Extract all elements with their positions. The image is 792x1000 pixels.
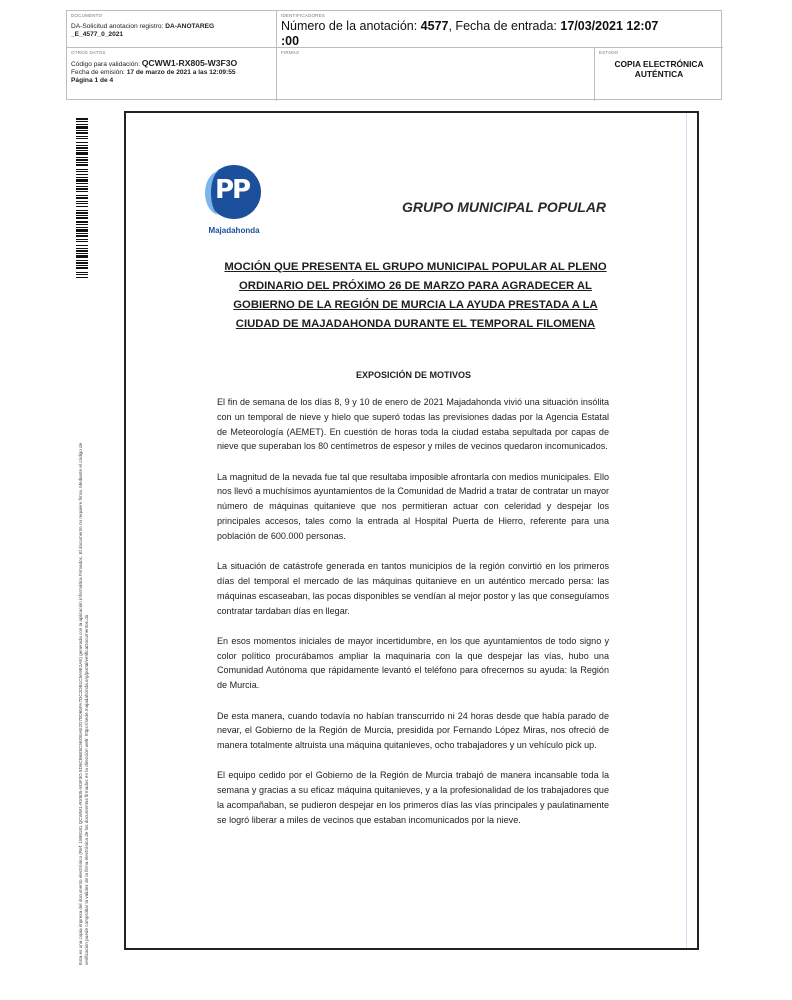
estado-cell: [595, 48, 723, 101]
fecha-label: , Fecha de entrada:: [448, 19, 561, 33]
fecha-value-cont: :00: [281, 34, 300, 48]
estado-value: [599, 59, 719, 79]
emision-label: Fecha de emisión:: [71, 69, 127, 76]
emision-value: 17 de marzo de 2021 a las 12:09:55: [126, 69, 236, 76]
estado-line2: AUTÉNTICA: [634, 69, 684, 79]
firmas-cell: [277, 48, 595, 101]
identificadores-cell: [277, 11, 723, 48]
estado-caption: ESTADO: [599, 50, 619, 55]
verification-line-1: Esta es una copia impresa del documento electrónico (Ref: 1898181 QCWW1-RX805-W3F3O 8D9CB6E8C5EDEAE2D70D65FA7DC2DB1C8A9E2AE) generada con la aplicación informática Firmadoc. El documento no requiere firma. Mediante el código de: [78, 442, 83, 965]
codigo-validacion: QCWW1-RX805-W3F3O: [141, 58, 238, 68]
otros-datos-value: [71, 59, 272, 85]
paragraph: La situación de catástrofe generada en tantos municipios de la región convirtió en los primeros días del temporal el mercado de las máquinas quitanieve en un auténtico mercado persa: las máquinas escaseaban, las pocas disponibles se vendían al mejor postor y las que conseguíamos contratar tardaban días en llegar.: [217, 561, 609, 616]
motion-title-line-1: MOCIÓN QUE PRESENTA EL GRUPO MUNICIPAL POPULAR AL PLENO: [224, 261, 607, 273]
paragraph: En esos momentos iniciales de mayor incertidumbre, en los que ayuntamientos de todo signo y color político procurábamos ampliar la maquinaria con la que despejar las vías, hubo una Comunidad Autónoma que rápidamente levantó el teléfono para ofrecernos su ayuda: la Región de Murcia.: [217, 635, 609, 691]
logo-town: Majadahonda: [208, 226, 260, 235]
numero-label: Número de la anotación:: [281, 19, 421, 33]
otros-datos-cell: [67, 48, 277, 101]
paragraph: El fin de semana de los días 8, 9 y 10 de enero de 2021 Majadahonda vivió una situación insólita con un temporal de nieve y hielo que superó todas las previsiones dadas por la Agencia Estatal de Meteorología (AEMET). En cuestión de horas toda la ciudad estaba sepultada por capas de nieve que superaban los 80 centímetros de espesor y miles de vecinos quedaron incomunicados.: [217, 397, 609, 452]
paragraph: El equipo cedido por el Gobierno de la Región de Murcia trabajó de manera incansable toda la semana y gracias a su eficaz máquina quitanieves, y a la profesionalidad de los trabajadores que la acompañaban, se pudieron despejar en los primeros días las vías principales y paulatinamente se logró liberar a miles de vecinos que estaban incomunicados por la nieve.: [217, 770, 609, 825]
fecha-value: 17/03/2021 12:07: [560, 19, 659, 33]
pp-logo: [201, 165, 267, 245]
verification-text: [78, 290, 102, 965]
document-header: [66, 10, 722, 100]
documento-label: DA-Solicitud anotacion registro:: [71, 23, 166, 30]
motion-title-line-3: GOBIERNO DE LA REGIÓN DE MURCIA LA AYUDA PRESTADA A LA: [233, 299, 598, 311]
paragraph: La magnitud de la nevada fue tal que resultaba imposible afrontarla con medios municipales. Ello nos llevó a muchísimos ayuntamientos de la Comunidad de Madrid a tratar de contratar un mayor número de máquinas quitanieve que nos permitieran actuar con celeridad y despejar los principales accesos, tales como la entrada al Hospital Puerta de Hierro, referente para una población de 600.000 personas.: [217, 471, 609, 541]
documento-code-cont: _E_4577_0_2021: [71, 31, 124, 38]
barcode-bar: [76, 277, 88, 278]
section-heading: EXPOSICIÓN DE MOTIVOS: [355, 370, 472, 380]
body-text: [217, 395, 609, 843]
anotacion-info: [281, 19, 719, 48]
document-page: [124, 111, 699, 950]
logo-letters: PP: [215, 175, 250, 205]
numero-value: 4577: [420, 19, 449, 33]
pagina-value: Página 1 de 4: [71, 77, 114, 84]
identificadores-caption: IDENTIFICADORES: [281, 13, 326, 18]
motion-title-line-2: ORDINARIO DEL PRÓXIMO 26 DE MARZO PARA AGRADECER AL: [239, 280, 592, 292]
documento-cell: [67, 11, 277, 48]
motion-title-line-4: CIUDAD DE MAJADAHONDA DURANTE EL TEMPORAL FILOMENA: [235, 318, 596, 330]
documento-value: [71, 23, 272, 39]
documento-code: DA-ANOTAREG: [165, 23, 215, 30]
paragraph: De esta manera, cuando todavía no habían transcurrido ni 24 horas desde que había parado de nevar, el Gobierno de la Región de Murcia, presidida por Fernando López Miras, nos ofreció de manera totalmente altruista una máquina quitanieves, ocho trabajadores y un vehículo pick up.: [217, 710, 609, 751]
firmas-caption: FIRMAS: [281, 50, 300, 55]
otros-datos-caption: OTROS DATOS: [71, 50, 106, 55]
group-title: GRUPO MUNICIPAL POPULAR: [402, 199, 607, 215]
estado-line1: COPIA ELECTRÓNICA: [614, 59, 704, 69]
page-edge-line: [686, 113, 687, 948]
barcode: [76, 118, 88, 278]
verification-line-2: verificación puede comprobar la validez de la firma electrónica de los documentos firmados en la dirección web: https://sede.majadahonda.org/portal/verificaDocumentos.do: [84, 614, 89, 965]
documento-caption: DOCUMENTO: [71, 13, 103, 18]
codigo-label: Código para validación:: [71, 61, 142, 68]
motion-title: [218, 258, 613, 334]
